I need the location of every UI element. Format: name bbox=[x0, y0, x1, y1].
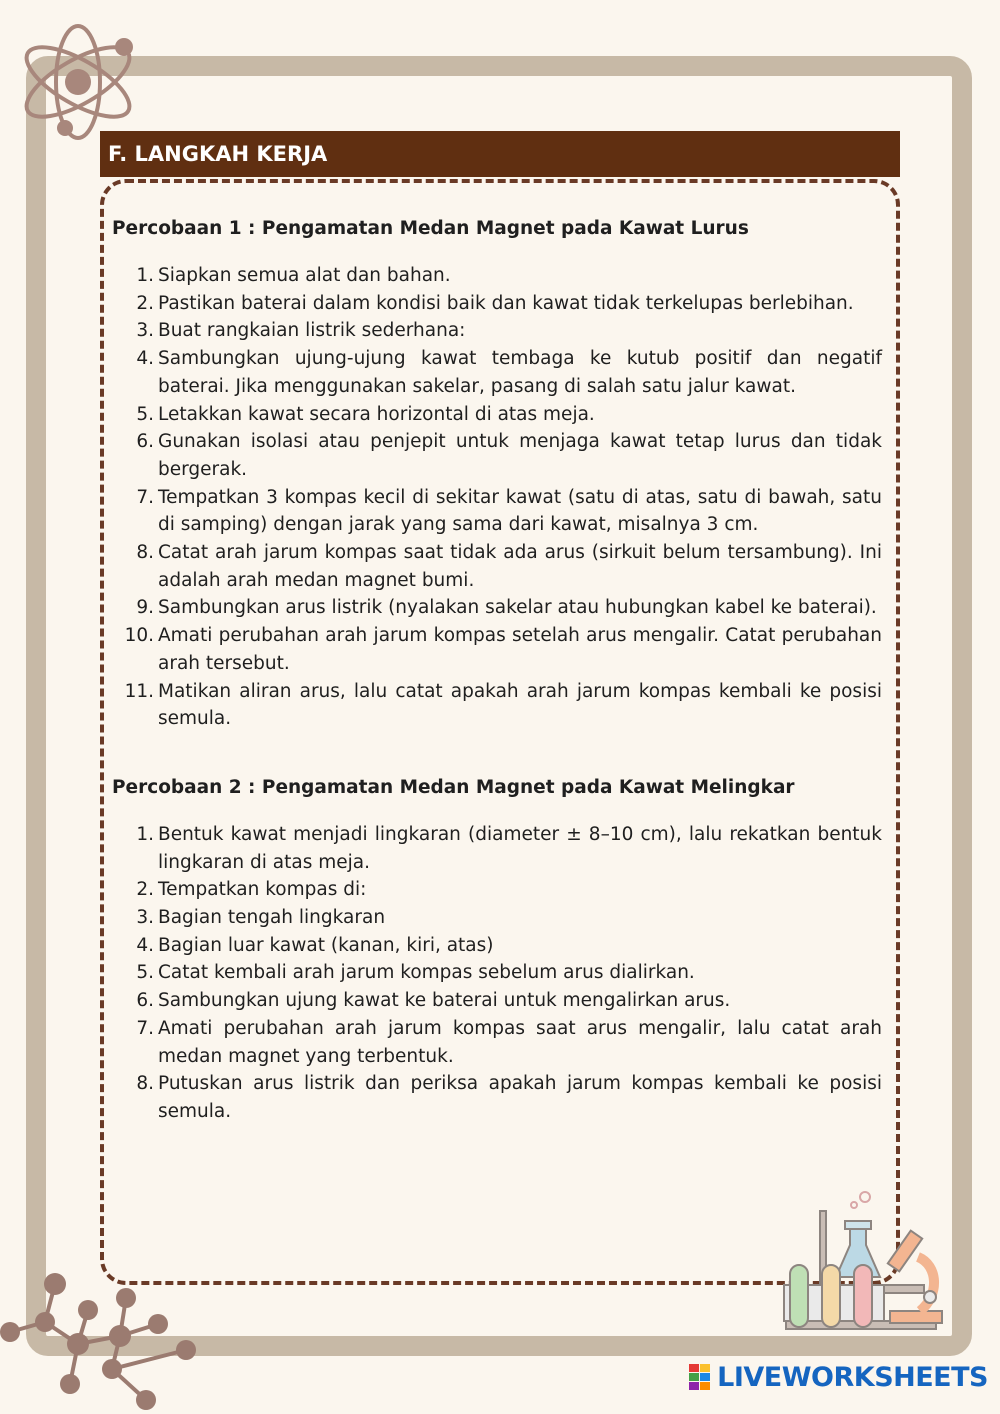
step-item: 5. Catat kembali arah jarum kompas sebelum arus dialirkan. bbox=[136, 962, 695, 984]
experiment1-title: Percobaan 1 : Pengamatan Medan Magnet pada Kawat Lurus bbox=[112, 218, 749, 239]
step-item: 4. Sambungkan ujung-ujung kawat tembaga ke kutub positif dan negatif baterai. Jika menggunakan sakelar, pasang di salah satu jalur kawat. bbox=[136, 348, 882, 397]
lab-equipment-icon bbox=[780, 1185, 950, 1335]
step-item: 3. Bagian tengah lingkaran bbox=[136, 907, 386, 929]
step-item: 1. Siapkan semua alat dan bahan. bbox=[136, 265, 451, 286]
step-item: 2. Pastikan baterai dalam kondisi baik dan kawat tidak terkelupas berlebihan. bbox=[136, 292, 854, 314]
step-item: 4. Bagian luar kawat (kanan, kiri, atas) bbox=[136, 934, 494, 956]
experiment2-steps bbox=[112, 821, 882, 1126]
brand-footer bbox=[689, 1362, 988, 1392]
step-item: 7. Tempatkan 3 kompas kecil di sekitar kawat (satu di atas, satu di bawah, satu di samping) dengan jarak yang sama dari kawat, misalnya 3 cm. bbox=[136, 486, 882, 536]
step-item: 6. Sambungkan ujung kawat ke baterai untuk mengalirkan arus. bbox=[136, 990, 731, 1012]
experiment1-steps bbox=[112, 262, 882, 733]
step-item: 8. Putuskan arus listrik dan periksa apakah jarum kompas kembali ke posisi semula. bbox=[136, 1073, 882, 1122]
section-header bbox=[100, 131, 900, 177]
step-item: 9. Sambungkan arus listrik (nyalakan sakelar atau hubungkan kabel ke baterai). bbox=[136, 597, 877, 619]
brand-name: LIVEWORKSHEETS bbox=[717, 1361, 988, 1393]
step-item: 7. Amati perubahan arah jarum kompas saat arus mengalir, lalu catat arah medan magnet yang terbentuk. bbox=[136, 1017, 882, 1067]
step-item: 5. Letakkan kawat secara horizontal di atas meja. bbox=[136, 403, 595, 425]
atom-icon bbox=[10, 20, 150, 140]
step-item: 3. Buat rangkaian listrik sederhana: bbox=[136, 320, 466, 342]
step-item: 8. Catat arah jarum kompas saat tidak ada arus (sirkuit belum tersambung). Ini adalah arah medan magnet bumi. bbox=[136, 542, 882, 591]
step-item: 11. Matikan aliran arus, lalu catat apakah arah jarum kompas kembali ke posisi semula. bbox=[124, 680, 882, 730]
content bbox=[112, 214, 882, 1126]
section-header-title: F. LANGKAH KERJA bbox=[108, 142, 328, 166]
step-item: 6. Gunakan isolasi atau penjepit untuk menjaga kawat tetap lurus dan tidak bergerak. bbox=[136, 431, 882, 480]
step-item: 10. Amati perubahan arah jarum kompas setelah arus mengalir. Catat perubahan arah tersebut. bbox=[124, 625, 882, 674]
liveworksheets-logo-icon bbox=[689, 1364, 711, 1390]
step-item: 2. Tempatkan kompas di: bbox=[136, 879, 367, 901]
molecule-icon bbox=[0, 1264, 210, 1414]
step-item: 1. Bentuk kawat menjadi lingkaran (diameter ± 8–10 cm), lalu rekatkan bentuk lingkaran di atas meja. bbox=[136, 823, 882, 873]
experiment2-title: Percobaan 2 : Pengamatan Medan Magnet pada Kawat Melingkar bbox=[112, 776, 795, 798]
